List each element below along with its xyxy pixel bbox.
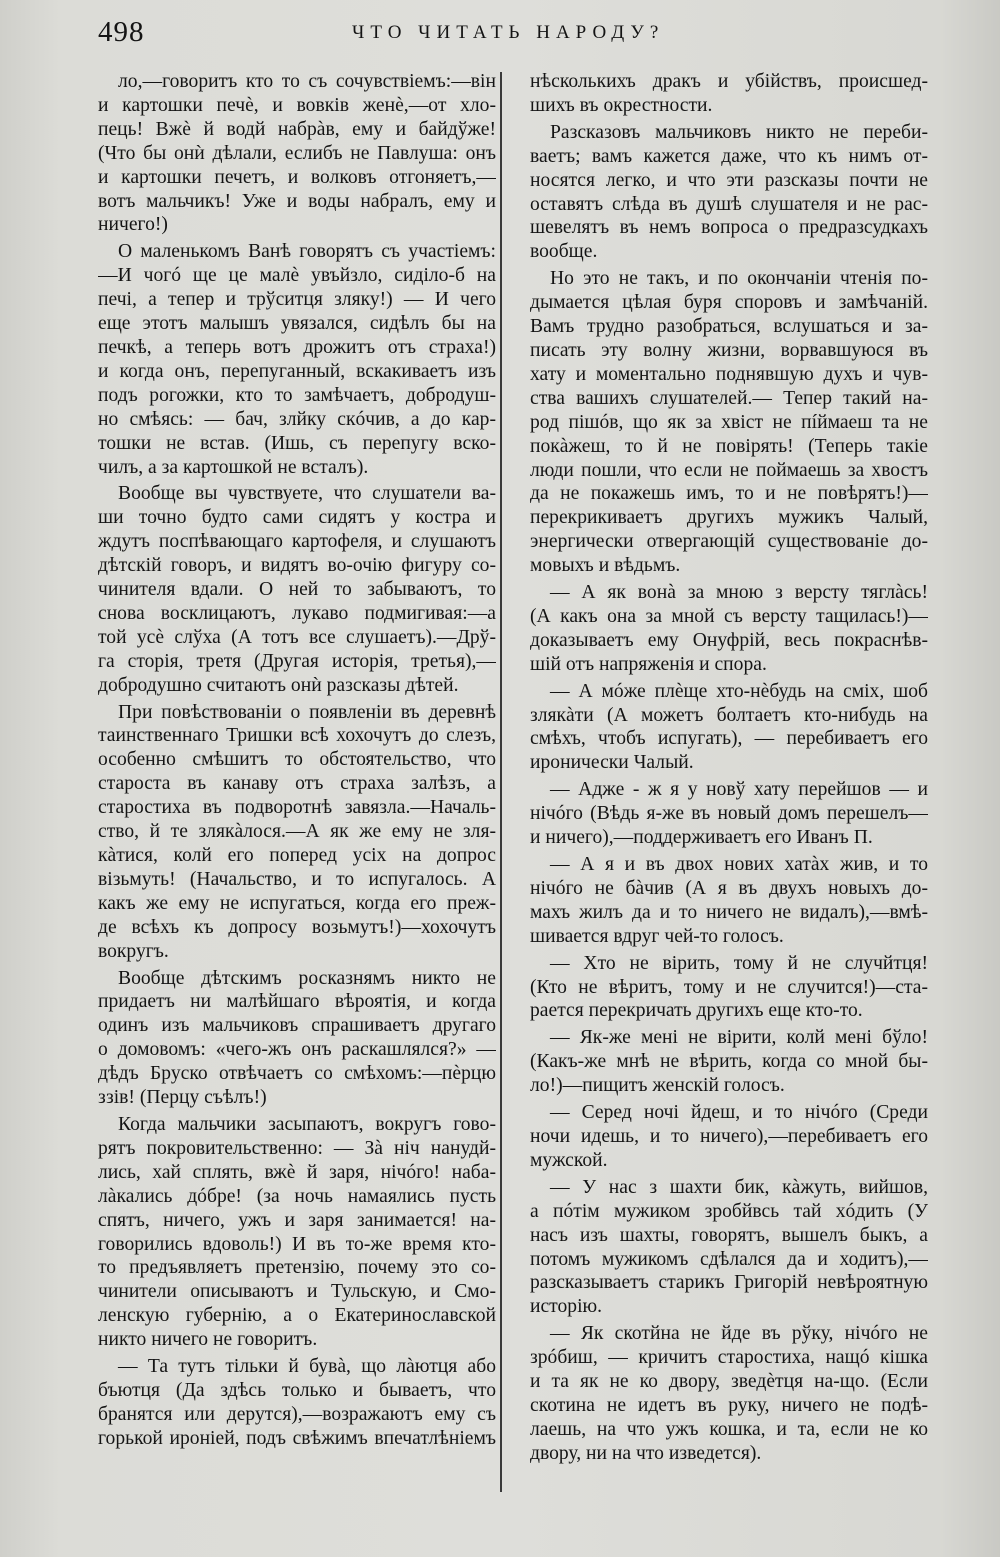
text-line: — Та тутъ тільки й бувà, що лàютця або (118, 1356, 496, 1378)
paragraph (530, 680, 928, 776)
text-line: — Хто не вірить, тому й не случйтця! (550, 952, 928, 974)
text-line: —И чогó ще це малѐ увъйзло, сиділо-б на (98, 265, 496, 287)
text-line: той усѐ слўха (А тотъ все слушаетъ).—Дрў- (98, 626, 496, 648)
text-line: снова восклицаютъ, лукаво подмигивая:—а (98, 602, 496, 624)
paragraph (98, 482, 496, 697)
text-line: и картошки печѐ, и вовків женѐ,—от хло- (98, 94, 496, 116)
paragraph (98, 240, 496, 479)
text-line: (Что бы онѝ дѣлали, еслибъ не Павлуша: онъ (98, 142, 496, 164)
text-line: а пóтім мужиком зробйвсь тай хóдить (У (530, 1200, 928, 1222)
text-line: злякàти (А можетъ болтаетъ кто-нибудь на (530, 704, 928, 726)
text-line: никто ничего не говоритъ. (98, 1329, 318, 1351)
paragraph (98, 1355, 496, 1451)
text-line: ши точно будто сами сидятъ у костра и (98, 507, 496, 529)
text-line: спятъ, ничего, ужъ и заря занимается! на- (98, 1209, 496, 1231)
text-line: род пішóв, що як за хвіст не пíймаеш та не (530, 411, 928, 433)
paragraph (530, 581, 928, 677)
text-line: иронически Чалый. (530, 752, 694, 774)
text-line: староста въ канаву отъ страха залѣзъ, а (98, 773, 496, 795)
text-line: оставятъ слѣда въ душѣ слушателя и не рас- (530, 193, 928, 215)
text-line: (Кто не вѣритъ, тому и не случится!)—ста- (530, 976, 928, 998)
text-line: лаешь, на что ужъ кошка, и та, если не ко (530, 1418, 928, 1440)
text-line: рятъ покровительственно: — Зà ніч нанудй- (98, 1137, 496, 1159)
text-line: пець! Вжѐ й водй набрàв, ему и байдўже! (98, 118, 496, 140)
text-line: чилъ, а за картошкой не всталъ). (98, 456, 369, 478)
paragraph (98, 701, 496, 964)
text-line: рается перекричать другихъ еще кто-то. (530, 1000, 863, 1022)
text-line: энергически отвергающій существованіе до- (530, 531, 928, 553)
text-line: шевелятъ въ немъ вопроса о предразсудкахъ (530, 217, 928, 239)
text-line: писать эту волну жизни, ворвавшуюся въ (530, 339, 928, 361)
text-line: ства вашихъ слушателей.— Тепер такий на- (530, 387, 928, 409)
text-line: зрóбиш, — кричитъ старостиха, нащó кішка (530, 1347, 928, 1369)
text-line: доказываетъ ему Онуфрій, весь покраснѣв- (530, 629, 928, 651)
text-line: печкѣ, а теперь вотъ дрожитъ отъ страха!) (98, 336, 496, 358)
paragraph (530, 1101, 928, 1173)
text-line: люди пошли, что если не поймаешь за хвостъ (530, 459, 928, 481)
text-line: нѣсколькихъ дракъ и убійствъ, происшед- (530, 71, 928, 92)
text-line: бъютця (Да здѣсь только и бываетъ, что (98, 1379, 496, 1401)
text-line: смѣхъ, чтобъ испугать), — перебиваетъ его (530, 728, 928, 750)
text-line: дымается цѣлая буря споровъ и замѣчаній. (530, 292, 928, 314)
text-line: и та як не ко двору, зведѐтця на-що. (Если (530, 1371, 928, 1393)
text-line: шихъ въ окрестности. (530, 94, 713, 116)
text-line: печі, а тепер и трўситця зляку!) — И чего (98, 289, 496, 311)
text-line: нічóго не бàчив (А я въ двухъ новыхъ до- (530, 877, 928, 899)
text-line: одинъ изъ мальчиковъ спрашиваетъ другаго (98, 1015, 496, 1037)
text-line: Вамъ трудно разобраться, вслушаться и за- (530, 316, 928, 338)
text-line: покàжеш, то й не повірять! (Теперь такіе (530, 435, 928, 457)
text-line: чинители описываютъ и Тульскую, и Смо- (98, 1281, 496, 1303)
text-line: особенно смѣшитъ то обстоятельство, что (98, 749, 496, 771)
text-line: тошки не встав. (Ишь, съ перепугу вско- (98, 432, 496, 454)
text-line: Когда мальчики засыпаютъ, вокругъ гово- (118, 1113, 496, 1135)
text-line: скотина не идетъ въ руку, ничего не подѣ- (530, 1394, 928, 1416)
text-line: то предъявляетъ претензію, почему это со- (98, 1257, 496, 1279)
text-line: ждутъ поспѣвающаго картофеля, и слушаютъ (98, 531, 496, 553)
text-line: какъ же ему не испугаться, когда его преж- (98, 892, 496, 914)
paragraph (530, 853, 928, 949)
text-line: ленскую губернію, а о Екатеринославской (98, 1305, 496, 1327)
text-line: исторію. (530, 1296, 603, 1318)
paragraph (530, 952, 928, 1024)
text-line: — А як вонà за мною з версту тяглàсь! (550, 582, 928, 604)
paragraph (530, 121, 928, 264)
text-line: де всѣхъ къ допросу возьмутъ!)—хохочутъ (98, 916, 496, 938)
text-line: перекрикиваетъ другихъ мужикъ Чалый, (530, 507, 928, 529)
text-line: таинственнаго Тришки всѣ хохочутъ до слезъ, (98, 725, 496, 747)
text-line: — Як скотйна не йде въ рўку, нічóго не (550, 1323, 928, 1345)
text-line: дѣдъ Бруско отвѣчаетъ со смѣхомъ:—пѐрцю (98, 1063, 496, 1085)
text-line: но смѣясь: — бач, злйку скóчив, а до кар- (98, 408, 496, 430)
text-line: двору, ни на что изведется). (530, 1442, 762, 1464)
text-line: ло,—говоритъ кто то съ сочувствіемъ:—він (118, 71, 496, 92)
text-line: візьмуть! (Начальство, и то испугалось. А (98, 868, 496, 890)
paragraph (98, 70, 496, 237)
text-line: — А мóже плѐще хто-нѐбудь на сміх, шоб (550, 680, 928, 702)
text-line: да не покажешь имъ, то и не повѣрятъ!)— (530, 483, 928, 505)
text-line: кàтися, колй его поперед усіх на допрос (98, 845, 496, 866)
text-line: — Серед ночі йдеш, и то нічóго (Среди (550, 1102, 928, 1124)
paragraph (98, 967, 496, 1110)
text-line: мужской. (530, 1149, 608, 1171)
text-line: (Какъ-же мнѣ не вѣрить, когда со мной бы- (530, 1051, 928, 1073)
paragraph (530, 1322, 928, 1465)
text-line: ночи идешь, и то ничего),—перебиваетъ его (530, 1125, 928, 1147)
text-line: При повѣствованіи о появленіи въ деревнѣ (118, 701, 496, 723)
text-line: и ничего),—поддерживаетъ его Иванъ П. (530, 827, 873, 849)
text-line: горькой ироніей, подъ свѣжимъ впечатлѣніемъ (98, 1427, 496, 1449)
text-line: потомъ мужикомъ сдѣлался да и ходитъ),— (530, 1248, 928, 1270)
text-line: бранятся или дерутся),—возражаютъ ему съ (98, 1403, 496, 1425)
paragraph (530, 1026, 928, 1098)
text-line: ваетъ; вамъ кажется даже, что къ нимъ от- (530, 145, 928, 167)
paragraph (530, 70, 928, 118)
text-line: шивается вдруг чей-то голосъ. (530, 925, 784, 947)
text-line: лись, хай сплять, вжѐ й заря, нічóго! наба- (98, 1161, 496, 1183)
text-line: добродушно считаютъ онѝ разсказы дѣтей. (98, 674, 459, 696)
text-line: Вообще вы чувствуете, что слушатели ва- (118, 483, 496, 505)
text-line: — У нас з шахти бик, кàжуть, вийшов, (550, 1176, 928, 1198)
text-line: хату и моментально поднявшую духъ и чув- (530, 363, 928, 385)
text-line: — Адже - ж я у новў хату перейшов — и (550, 779, 928, 801)
text-line: придаетъ ни малѣйшаго вѣроятія, и когда (98, 991, 496, 1013)
text-line: о домовомъ: «чего-жъ онъ раскашлялся?» — (98, 1039, 496, 1061)
text-line: ство, й те злякàлося.—А як же ему не зля- (98, 821, 496, 843)
text-line: вотъ мальчикъ! Уже и воды набралъ, ему и (98, 190, 496, 212)
text-line: вообще. (530, 241, 598, 263)
text-line: — А я и въ двох нових хатàх жив, и то (550, 854, 928, 875)
text-line: шій отъ напряженія и спора. (530, 653, 767, 675)
text-line: (А какъ она за мной съ версту тащилась!)— (530, 605, 928, 627)
text-line: мовыхъ и вѣдьмъ. (530, 555, 681, 577)
text-line: старостиха въ подворотнѣ завязла.—Началь- (98, 797, 496, 819)
text-line: говорились вдоволь!) И въ то-же время кто- (98, 1233, 496, 1255)
page-header (0, 14, 1000, 54)
text-line: носятся легко, и что эти разсказы почти не (530, 169, 928, 191)
text-line: подъ рогожки, кто то замѣчаетъ, добродуш- (98, 384, 496, 406)
right-column (530, 70, 928, 1466)
text-line: еще этотъ малышъ увязался, сидѣлъ бы на (98, 313, 496, 335)
paragraph (530, 1176, 928, 1319)
paragraph (530, 778, 928, 850)
text-line: Разсказовъ мальчиковъ никто не переби- (550, 121, 928, 143)
left-column (98, 70, 496, 1451)
text-line: О маленькомъ Ванѣ говорятъ съ участіемъ: (118, 241, 496, 263)
text-line: и когда онъ, перепуганный, вскакиваетъ изъ (98, 360, 496, 382)
text-line: ничего!) (98, 214, 168, 236)
text-line: махъ жилъ да и то ничего не видалъ),—вмѣ- (530, 901, 928, 923)
text-line: га сторія, третя (Другая исторія, третья),— (98, 650, 496, 672)
text-line: ло!)—пищитъ женскій голосъ. (530, 1075, 785, 1097)
text-line: ззів! (Перцу съѣлъ!) (98, 1087, 267, 1109)
text-line: лàкались дóбре! (за ночь намаялись пусть (98, 1185, 496, 1207)
text-line: Вообще дѣтскимъ росказнямъ никто не (118, 967, 496, 989)
paragraph (530, 267, 928, 578)
text-line: и картошки печетъ, и волковъ отгоняетъ,— (98, 166, 496, 188)
text-line: чинителя вдали. О ней то забываютъ, то (98, 579, 496, 601)
text-line: дѣтскій говоръ, и видятъ во-очію фигуру со- (98, 555, 496, 577)
text-line: вокругъ. (98, 940, 169, 962)
text-line: Но это не такъ, и по окончаніи чтенія по- (550, 268, 928, 290)
text-line: — Як-же мені не вірити, колй мені бўло! (550, 1027, 928, 1049)
paragraph (98, 1113, 496, 1352)
text-line: нічóго (Вѣдь я-же въ новый домъ перешелъ— (530, 803, 928, 825)
text-line: разсказываетъ старикъ Григорій невѣроятную (530, 1272, 928, 1294)
page-number: 498 (98, 16, 145, 48)
running-title: ЧТО ЧИТАТЬ НАРОДУ? (352, 22, 665, 43)
text-line: насъ изъ шахты, говорятъ, вышелъ быкъ, а (530, 1224, 928, 1246)
column-divider (500, 72, 502, 1492)
